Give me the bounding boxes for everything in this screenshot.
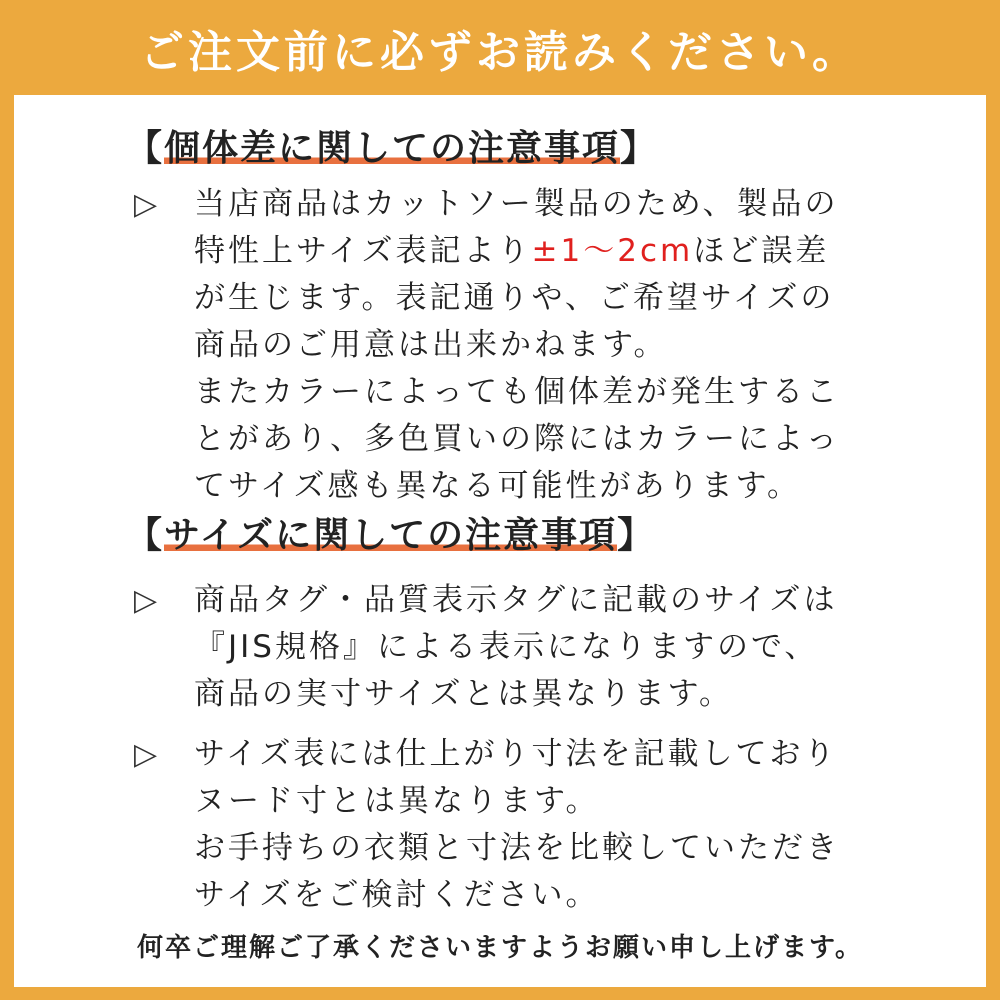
notice-panel [14, 95, 986, 987]
text-line: 『JIS規格』による表示になりますので、 [194, 629, 819, 665]
text-line: が生じます。表記通りや、ご希望サイズの [194, 280, 835, 316]
bracket-close: 】 [617, 515, 656, 556]
section-heading-individual-differences [126, 120, 658, 171]
text-line: 商品のご用意は出来かねます。 [194, 327, 668, 363]
bullet-text-individual-differences [194, 181, 840, 510]
heading-text: サイズに関しての注意事項 [164, 515, 618, 556]
text-segment: ほど誤差 [693, 233, 830, 269]
triangle-right-outline-icon: ▷ [134, 583, 158, 618]
text-line: サイズをご検討ください。 [194, 877, 600, 913]
text-segment: 特性上サイズ表記より [194, 233, 532, 269]
bracket-open: 【 [126, 515, 165, 556]
bracket-open: 【 [126, 128, 165, 169]
text-line: ヌード寸とは異なります。 [194, 783, 600, 819]
text-line [194, 228, 840, 275]
text-line: またカラーによっても個体差が発生するこ [194, 374, 840, 410]
triangle-right-outline-icon: ▷ [134, 737, 158, 772]
bullet-text-size-tag [194, 577, 838, 718]
bracket-close: 】 [620, 128, 659, 169]
heading-text: 個体差に関しての注意事項 [164, 128, 621, 169]
text-line: 商品タグ・品質表示タグに記載のサイズは [194, 582, 838, 618]
text-line: てサイズ感も異なる可能性があります。 [194, 468, 802, 504]
text-line: 商品の実寸サイズとは異なります。 [194, 676, 734, 712]
text-line: サイズ表には仕上がり寸法を記載しており [194, 736, 838, 772]
tolerance-highlight: ±1～2cm [531, 233, 694, 269]
bullet-text-size-chart [194, 731, 840, 919]
triangle-right-outline-icon: ▷ [134, 187, 158, 222]
section-heading-size [126, 507, 655, 558]
text-line: お手持ちの衣類と寸法を比較していただき [194, 830, 840, 866]
notice-header [0, 0, 1000, 95]
footer-note: 何卒ご理解ご了承くださいますようお願い申し上げます。 [137, 933, 863, 963]
text-line: 当店商品はカットソー製品のため、製品の [194, 186, 839, 222]
header-title: ご注文前に必ずお読みください。 [140, 26, 860, 78]
text-line: とがあり、多色買いの際にはカラーによっ [194, 421, 840, 457]
